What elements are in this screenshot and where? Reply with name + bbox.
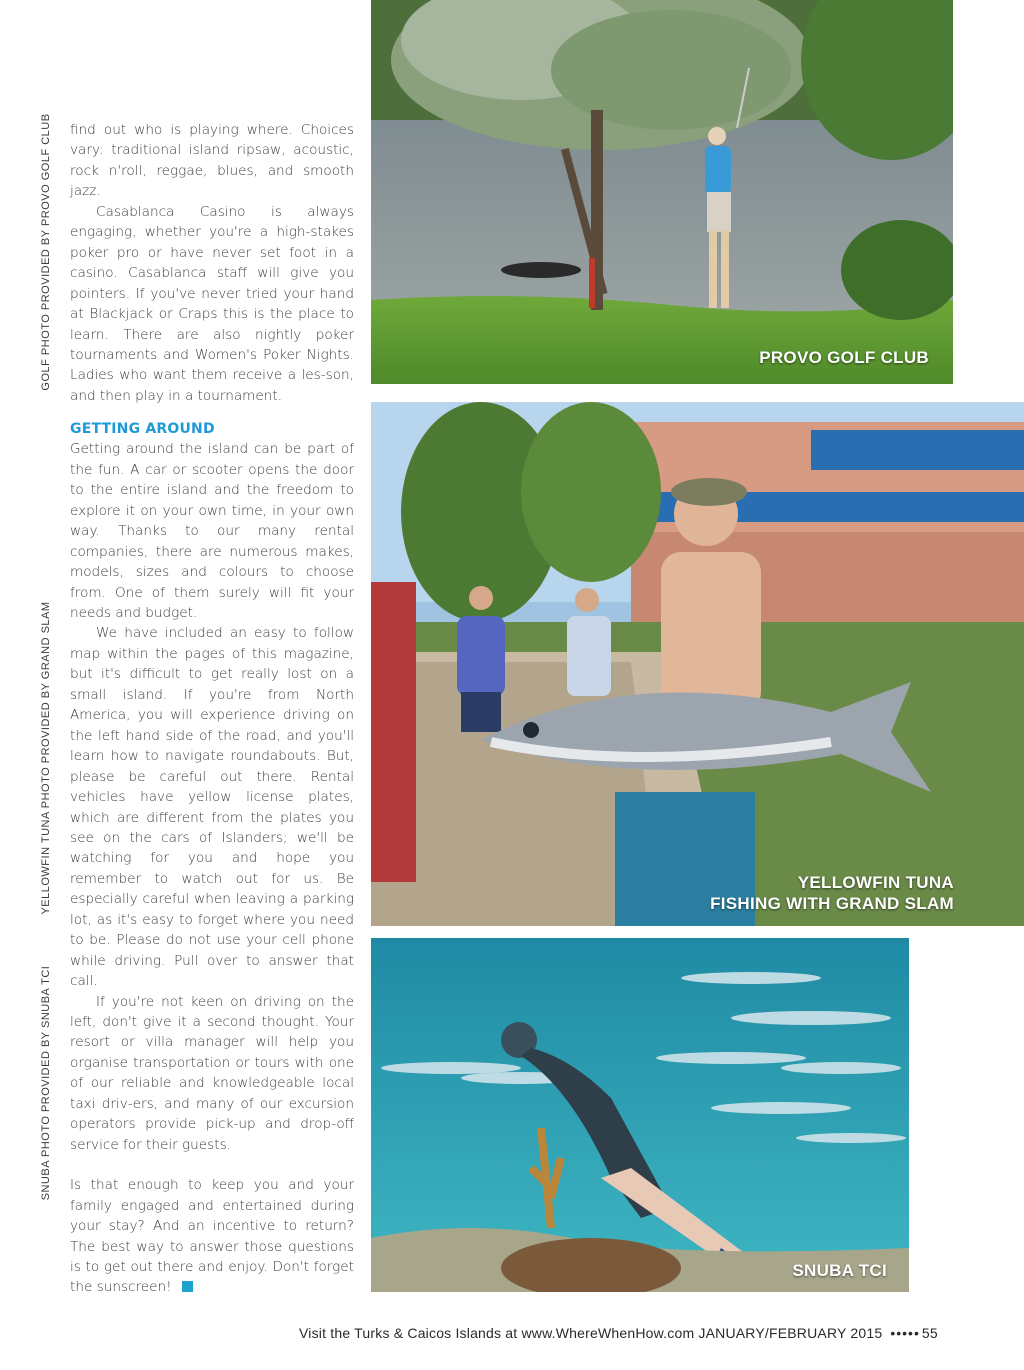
photo-caption-snuba: SNUBA TCI — [792, 1261, 887, 1280]
footer-dots: ••••• — [890, 1325, 920, 1341]
article-paragraph: We have included an easy to follow map within the pages of this magazine, but it's difficult to get really lost on a small island. If you're from North America, you will experience driving on the left hand side of the road, and you'll learn how to navigate roundabouts. But, please be careful out there. Rental vehicles have yellow license plates, which are different from the plates you see on the cars of Islanders; we'll be watching for you and hope you remember to watch out for us. Be especially careful when leaving a parking lot, as it's easy to forget where you need to be. Please do not use your cell phone while driving. Pull over to answer that call. — [70, 625, 354, 990]
article-paragraph: Casablanca Casino is always engaging, whether you're a high-stakes poker pro or have never set foot in a casino. Casablanca staff will give you pointers. If you've never tried your hand at Blackjack or Craps this is the place to learn. There are also nightly poker tournaments and Women's Poker Nights. Ladies who want them receive a les-son, and then play in a tournament. — [70, 203, 354, 404]
section-heading: GETTING AROUND — [70, 421, 215, 438]
snuba-photo-illustration — [371, 938, 909, 1292]
article-column — [70, 120, 354, 1298]
photo-caption-tuna-line1: YELLOWFIN TUNA — [797, 873, 954, 892]
photo-caption-tuna-line2: FISHING WITH GRAND SLAM — [710, 894, 954, 913]
article-closing-paragraph — [70, 1175, 354, 1298]
article-paragraph: find out who is playing where. Choices vary: traditional island ripsaw, acoustic, rock n'roll, reggae, blues, and smooth jazz. — [70, 122, 354, 200]
photo-credit-golf-text: GOLF PHOTO PROVIDED BY PROVO GOLF CLUB — [40, 113, 52, 391]
page-footer — [299, 1325, 938, 1341]
photo-credit-snuba-text: SNUBA PHOTO PROVIDED BY SNUBA TCI — [40, 965, 52, 1201]
golf-photo-illustration — [371, 0, 953, 384]
photo-caption-golf: PROVO GOLF CLUB — [759, 348, 929, 367]
closing-text: Is that enough to keep you and your family engaged and entertained during your stay? And an incentive to return? The best way to answer those questions is to get out there and enjoy. Don't forget the sunscreen! — [70, 1177, 354, 1296]
photo-yellowfin-tuna — [371, 402, 1024, 926]
footer-text: Visit the Turks & Caicos Islands at www.WhereWhenHow.com JANUARY/FEBRUARY 2015 — [299, 1325, 883, 1341]
photo-credit-tuna-text: YELLOWFIN TUNA PHOTO PROVIDED BY GRAND SLAM — [40, 601, 52, 915]
photo-caption-tuna — [710, 872, 954, 914]
end-of-article-mark — [182, 1281, 193, 1292]
article-paragraph: If you're not keen on driving on the left, don't give it a second thought. Your resort or villa manager will help you organise transportation or tours with one of our reliable and knowledgeable local taxi driv-ers, and many of our excursion operators provide pick-up and drop-off service for their guests. — [70, 993, 354, 1153]
page-number: 55 — [921, 1325, 938, 1341]
tuna-photo-illustration — [371, 402, 1024, 926]
photo-snuba-tci — [371, 938, 909, 1292]
article-paragraph: Getting around the island can be part of the fun. A car or scooter opens the door to the entire island and the freedom to explore it on your own time, in your own way. Thanks to our many rental companies, there are numerous makes, models, sizes and colours to choose from. One of them surely will fit your needs and budget. — [70, 441, 354, 621]
photo-provo-golf-club — [371, 0, 953, 384]
